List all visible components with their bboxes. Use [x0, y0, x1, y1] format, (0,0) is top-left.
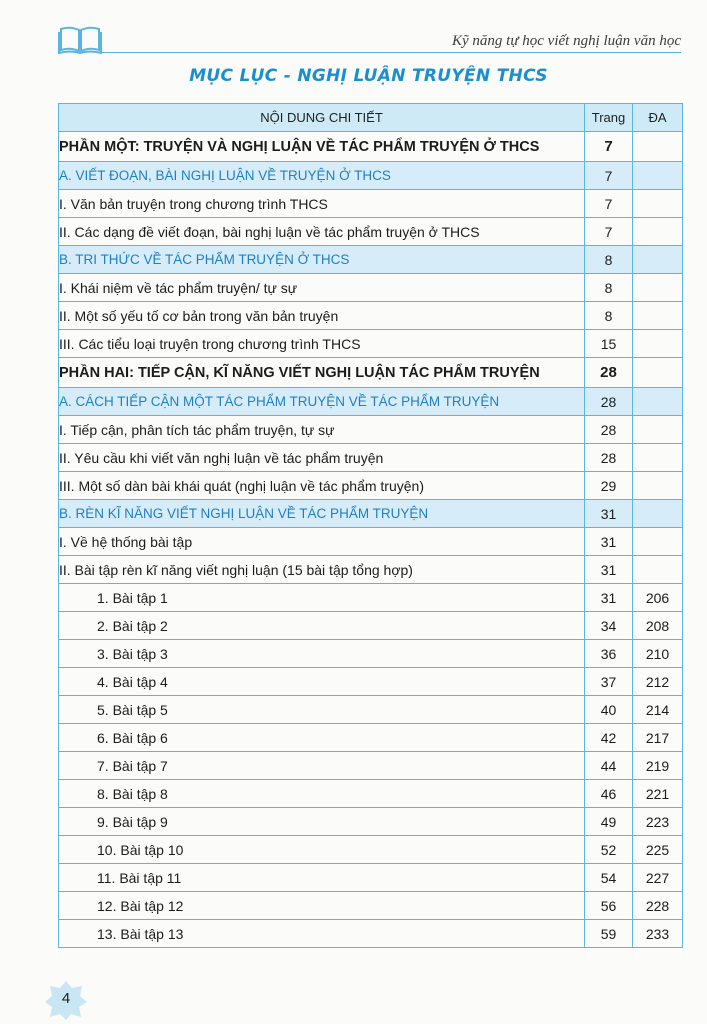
- toc-content: 6. Bài tập 6: [59, 724, 585, 752]
- toc-page: 29: [585, 472, 633, 500]
- toc-page: 37: [585, 668, 633, 696]
- toc-content: 10. Bài tập 10: [59, 836, 585, 864]
- toc-item-row: [59, 416, 683, 444]
- toc-content: 8. Bài tập 8: [59, 780, 585, 808]
- toc-exercise-row: [59, 864, 683, 892]
- toc-answer: [633, 162, 683, 190]
- toc-page: 49: [585, 808, 633, 836]
- toc-content: II. Bài tập rèn kĩ năng viết nghị luận (15 bài tập tổng hợp): [59, 556, 585, 584]
- header-rule: [100, 52, 681, 53]
- toc-answer: [633, 330, 683, 358]
- toc-exercise-row: [59, 696, 683, 724]
- column-header-answer: ĐA: [633, 104, 683, 132]
- toc-section-row: [59, 162, 683, 190]
- toc-answer: [633, 132, 683, 162]
- toc-answer: 208: [633, 612, 683, 640]
- toc-answer: 225: [633, 836, 683, 864]
- toc-content: II. Các dạng đề viết đoạn, bài nghị luận về tác phẩm truyện ở THCS: [59, 218, 585, 246]
- book-title: Kỹ năng tự học viết nghị luận văn học: [452, 33, 681, 49]
- toc-page: 28: [585, 416, 633, 444]
- toc-content: I. Khái niệm về tác phẩm truyện/ tự sự: [59, 274, 585, 302]
- toc-content: II. Yêu cầu khi viết văn nghị luận về tác phẩm truyện: [59, 444, 585, 472]
- toc-answer: [633, 500, 683, 528]
- toc-content: III. Một số dàn bài khái quát (nghị luận về tác phẩm truyện): [59, 472, 585, 500]
- toc-content: 4. Bài tập 4: [59, 668, 585, 696]
- toc-content: 13. Bài tập 13: [59, 920, 585, 948]
- toc-answer: 210: [633, 640, 683, 668]
- toc-answer: 223: [633, 808, 683, 836]
- toc-content: I. Văn bản truyện trong chương trình THCS: [59, 190, 585, 218]
- toc-page: 28: [585, 388, 633, 416]
- toc-answer: 212: [633, 668, 683, 696]
- toc-item-row: [59, 444, 683, 472]
- toc-page: 31: [585, 584, 633, 612]
- toc-content: III. Các tiểu loại truyện trong chương trình THCS: [59, 330, 585, 358]
- toc-exercise-row: [59, 612, 683, 640]
- toc-content: 9. Bài tập 9: [59, 808, 585, 836]
- toc-page: 15: [585, 330, 633, 358]
- toc-exercise-row: [59, 808, 683, 836]
- toc-answer: 214: [633, 696, 683, 724]
- toc-section-row: [59, 388, 683, 416]
- toc-page: 34: [585, 612, 633, 640]
- toc-page: 7: [585, 218, 633, 246]
- toc-exercise-row: [59, 920, 683, 948]
- toc-content: II. Một số yếu tố cơ bản trong văn bản truyện: [59, 302, 585, 330]
- toc-item-row: [59, 330, 683, 358]
- toc-page: 28: [585, 444, 633, 472]
- toc-item-row: [59, 528, 683, 556]
- toc-answer: 206: [633, 584, 683, 612]
- toc-answer: 233: [633, 920, 683, 948]
- toc-exercise-row: [59, 752, 683, 780]
- toc-answer: [633, 358, 683, 388]
- toc-body: [59, 132, 683, 948]
- toc-answer: [633, 218, 683, 246]
- toc-page: 7: [585, 190, 633, 218]
- toc-content: 2. Bài tập 2: [59, 612, 585, 640]
- toc-content: A. VIẾT ĐOẠN, BÀI NGHỊ LUẬN VỀ TRUYỆN Ở THCS: [59, 162, 585, 190]
- toc-page: 31: [585, 528, 633, 556]
- toc-exercise-row: [59, 780, 683, 808]
- toc-answer: [633, 190, 683, 218]
- toc-answer: [633, 528, 683, 556]
- toc-page: 31: [585, 556, 633, 584]
- toc-answer: [633, 556, 683, 584]
- toc-exercise-row: [59, 640, 683, 668]
- toc-table: [58, 103, 683, 948]
- toc-content: I. Về hệ thống bài tập: [59, 528, 585, 556]
- toc-answer: [633, 274, 683, 302]
- toc-content: A. CÁCH TIẾP CẬN MỘT TÁC PHẨM TRUYỆN VỀ TÁC PHẨM TRUYỆN: [59, 388, 585, 416]
- toc-item-row: [59, 218, 683, 246]
- toc-part-row: [59, 132, 683, 162]
- page-number: 4: [61, 990, 71, 1007]
- toc-answer: [633, 302, 683, 330]
- toc-section-row: [59, 246, 683, 274]
- toc-page: 56: [585, 892, 633, 920]
- toc-content: PHẦN MỘT: TRUYỆN VÀ NGHỊ LUẬN VỀ TÁC PHẨM TRUYỆN Ở THCS: [59, 132, 585, 162]
- toc-page: 42: [585, 724, 633, 752]
- toc-page: 46: [585, 780, 633, 808]
- page-title: MỤC LỤC - NGHỊ LUẬN TRUYỆN THCS: [189, 66, 548, 86]
- toc-exercise-row: [59, 584, 683, 612]
- toc-answer: 228: [633, 892, 683, 920]
- toc-item-row: [59, 556, 683, 584]
- toc-content: I. Tiếp cận, phân tích tác phẩm truyện, tự sự: [59, 416, 585, 444]
- toc-exercise-row: [59, 836, 683, 864]
- toc-page: 44: [585, 752, 633, 780]
- toc-content: 11. Bài tập 11: [59, 864, 585, 892]
- toc-item-row: [59, 302, 683, 330]
- toc-page: 54: [585, 864, 633, 892]
- toc-page: 28: [585, 358, 633, 388]
- toc-page: 8: [585, 274, 633, 302]
- toc-answer: [633, 472, 683, 500]
- toc-content: 12. Bài tập 12: [59, 892, 585, 920]
- toc-answer: 217: [633, 724, 683, 752]
- toc-part-row: [59, 358, 683, 388]
- toc-content: 5. Bài tập 5: [59, 696, 585, 724]
- toc-content: 1. Bài tập 1: [59, 584, 585, 612]
- toc-answer: [633, 444, 683, 472]
- toc-page: 31: [585, 500, 633, 528]
- toc-exercise-row: [59, 668, 683, 696]
- toc-page: 8: [585, 246, 633, 274]
- toc-answer: [633, 416, 683, 444]
- toc-content: B. RÈN KĨ NĂNG VIẾT NGHỊ LUẬN VỀ TÁC PHẨM TRUYỆN: [59, 500, 585, 528]
- column-header-content: NỘI DUNG CHI TIẾT: [59, 104, 585, 132]
- toc-page: 40: [585, 696, 633, 724]
- toc-answer: 221: [633, 780, 683, 808]
- toc-answer: 227: [633, 864, 683, 892]
- toc-page: 52: [585, 836, 633, 864]
- toc-exercise-row: [59, 724, 683, 752]
- toc-page: 8: [585, 302, 633, 330]
- column-header-page: Trang: [585, 104, 633, 132]
- toc-page: 7: [585, 162, 633, 190]
- toc-page: 36: [585, 640, 633, 668]
- toc-content: 7. Bài tập 7: [59, 752, 585, 780]
- toc-content: 3. Bài tập 3: [59, 640, 585, 668]
- toc-item-row: [59, 472, 683, 500]
- toc-content: B. TRI THỨC VỀ TÁC PHẨM TRUYỆN Ở THCS: [59, 246, 585, 274]
- toc-item-row: [59, 274, 683, 302]
- toc-page: 59: [585, 920, 633, 948]
- open-book-icon: [58, 24, 102, 54]
- toc-section-row: [59, 500, 683, 528]
- toc-content: PHẦN HAI: TIẾP CẬN, KĨ NĂNG VIẾT NGHỊ LUẬN TÁC PHẨM TRUYỆN: [59, 358, 585, 388]
- toc-answer: [633, 388, 683, 416]
- toc-answer: [633, 246, 683, 274]
- toc-header-row: [59, 104, 683, 132]
- toc-answer: 219: [633, 752, 683, 780]
- toc-exercise-row: [59, 892, 683, 920]
- toc-item-row: [59, 190, 683, 218]
- toc-page: 7: [585, 132, 633, 162]
